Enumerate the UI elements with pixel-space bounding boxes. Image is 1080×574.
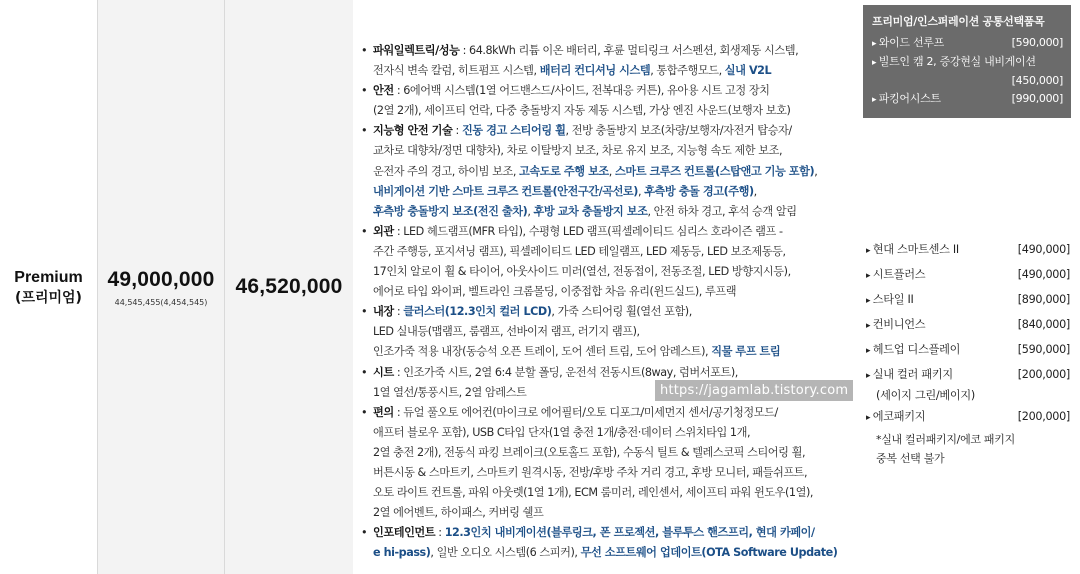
option-label: ▸ 시트플러스 bbox=[866, 263, 925, 288]
base-price: 49,000,000 bbox=[107, 267, 215, 291]
spec-category: 인포테인먼트 bbox=[373, 526, 436, 540]
watermark-url: https://jagamlab.tistory.com bbox=[655, 380, 853, 401]
spec-line bbox=[361, 463, 855, 483]
spec-text: , bbox=[637, 184, 645, 198]
trim-cell bbox=[0, 0, 97, 574]
sale-price-cell bbox=[224, 0, 353, 574]
spec-line bbox=[361, 443, 855, 463]
spec-highlight-text: 클러스터(12.3인치 컬러 LCD) bbox=[403, 305, 552, 319]
spec-separator: : bbox=[393, 305, 404, 319]
base-price-breakdown: 44,545,455(4,454,545) bbox=[114, 297, 208, 307]
option-item bbox=[866, 363, 1070, 405]
option-price: [490,000] bbox=[1017, 243, 1070, 256]
spec-highlight-text: 스마트 크루즈 컨트롤(스탑앤고 기능 포함) bbox=[615, 164, 815, 178]
spec-category: 지능형 안전 기술 bbox=[373, 124, 453, 138]
spec-text: 오토 라이트 컨트롤, 파워 아웃렛(1열 1개), ECM 룸미러, 레인센서, 세이프티 파워 윈도우(1열), bbox=[373, 486, 813, 500]
spec-highlight-text: 후방 교차 충돌방지 보조 bbox=[533, 204, 648, 218]
option-label: ▸ 컨비니언스 bbox=[866, 313, 925, 338]
spec-line bbox=[361, 61, 855, 81]
common-option-label: ▸ 와이드 선루프 bbox=[872, 34, 944, 53]
option-price: [200,000] bbox=[1017, 368, 1070, 381]
spec-highlight-text: 직물 루프 트림 bbox=[711, 345, 781, 359]
spec-line bbox=[361, 262, 855, 282]
option-price: [890,000] bbox=[1017, 293, 1070, 306]
option-price: [840,000] bbox=[1017, 318, 1070, 331]
spec-separator: : bbox=[393, 365, 404, 379]
spec-text: , bbox=[814, 164, 818, 178]
spec-text: 운전자 주의 경고, 하이빔 보조, bbox=[373, 164, 520, 178]
spec-line bbox=[361, 342, 855, 362]
option-label: ▸ 에코패키지 bbox=[866, 405, 925, 430]
spec-text: , 안전 하차 경고, 후석 승객 알림 bbox=[647, 204, 797, 218]
spec-line bbox=[361, 523, 855, 543]
option-note: 중복 선택 불가 bbox=[876, 452, 945, 465]
spec-text: 1열 열선/통풍시트, 2열 암레스트 bbox=[373, 385, 527, 399]
spec-text: 인조가죽 적용 내장(동승석 오픈 트레이, 도어 센터 트림, 도어 암레스트), bbox=[373, 345, 712, 359]
option-item bbox=[866, 405, 1070, 430]
spec-text: , bbox=[753, 184, 757, 198]
common-option-price: [990,000] bbox=[1011, 92, 1063, 105]
common-options-title: 프리미엄/인스퍼레이션 공통선택품목 bbox=[872, 15, 1045, 28]
spec-text: , 일반 오디오 시스템(6 스피커), bbox=[430, 546, 581, 560]
trim-subname: (프리미엄) bbox=[15, 289, 82, 306]
option-item bbox=[866, 313, 1070, 338]
spec-cell bbox=[353, 0, 858, 574]
spec-line bbox=[361, 141, 855, 161]
option-item bbox=[866, 238, 1070, 263]
spec-line bbox=[361, 41, 855, 61]
option-item bbox=[866, 288, 1070, 313]
spec-line bbox=[361, 182, 855, 202]
spec-text: 2열 충전 2개), 전동식 파킹 브레이크(오토홀드 포함), 수동식 틸트 & 텔레스코픽 스티어링 휠, bbox=[373, 445, 806, 459]
spec-text: , 전방 충돌방지 보조(차량/보행자/자전거 탑승자/ bbox=[565, 124, 792, 138]
sale-price: 46,520,000 bbox=[235, 275, 343, 298]
spec-line bbox=[361, 423, 855, 443]
common-option-price: [590,000] bbox=[1011, 36, 1063, 49]
option-item bbox=[866, 263, 1070, 288]
spec-category: 편의 bbox=[373, 405, 394, 419]
spec-text: 전자식 변속 칼럼, 히트펌프 시스템, bbox=[373, 64, 540, 78]
spec-line bbox=[361, 222, 855, 242]
spec-highlight-text: 후측방 충돌방지 보조(전진 출차) bbox=[373, 204, 528, 218]
spec-text: 에어로 타입 와이퍼, 벨트라인 크롬몰딩, 이중접합 차음 유리(윈드실드), 루프랙 bbox=[373, 285, 737, 299]
option-item bbox=[866, 338, 1070, 363]
spec-highlight-text: e hi-pass) bbox=[373, 546, 431, 560]
option-price: [590,000] bbox=[1017, 343, 1070, 356]
spec-text: 64.8kWh 리튬 이온 배터리, 후륜 멀티링크 서스펜션, 회생제동 시스템, bbox=[469, 44, 799, 57]
option-note: *실내 컬러패키지/에코 패키지 bbox=[876, 433, 1015, 446]
spec-line bbox=[361, 81, 855, 101]
option-label: ▸ 스타일 II bbox=[866, 288, 914, 313]
spec-highlight-text: 후측방 충돌 경고(주행) bbox=[644, 184, 754, 198]
spec-line bbox=[361, 101, 855, 121]
trim-name: Premium bbox=[14, 268, 83, 286]
common-option-item bbox=[872, 53, 1063, 72]
spec-category: 안전 bbox=[373, 84, 394, 98]
spec-text: LED 헤드램프(MFR 타입), 수평형 LED 램프(픽셀레이티드 심리스 호라이즌 램프 - bbox=[403, 224, 783, 238]
common-option-item-price-row bbox=[872, 72, 1063, 90]
spec-text: 6에어백 시스템(1열 어드밴스드/사이드, 전복대응 커튼), 유아용 시트 고정 장치 bbox=[403, 84, 770, 98]
spec-separator: : bbox=[393, 405, 404, 419]
common-option-label: ▸ 파킹어시스트 bbox=[872, 90, 941, 109]
price-cell bbox=[97, 0, 224, 574]
spec-list bbox=[361, 41, 855, 563]
spec-text: LED 실내등(맵램프, 룸램프, 선바이저 램프, 러기지 램프), bbox=[373, 325, 640, 339]
common-options-box bbox=[863, 5, 1071, 118]
spec-line bbox=[361, 322, 855, 342]
spec-category: 내장 bbox=[373, 305, 394, 319]
option-label: ▸ 현대 스마트센스 II bbox=[866, 238, 959, 263]
spec-highlight-text: 실내 V2L bbox=[724, 64, 772, 78]
spec-text: 듀얼 풀오토 에어컨(마이크로 에어필터/오토 디포그/미세먼지 센서/공기청정모드/ bbox=[403, 405, 778, 419]
spec-text: 인조가죽 시트, 2열 6:4 분할 폴딩, 운전석 전동시트(8way, 럼버서포트), bbox=[403, 365, 738, 379]
spec-text: 버튼시동 & 스마트키, 스마트키 원격시동, 전방/후방 주차 거리 경고, 후방 모니터, 패들쉬프트, bbox=[373, 465, 808, 479]
option-list bbox=[866, 238, 1070, 468]
spec-text: 2열 에어벤트, 하이패스, 커버링 쉘프 bbox=[373, 506, 544, 520]
spec-line bbox=[361, 503, 855, 523]
spec-text: (2열 2개), 세이프티 언락, 다중 충돌방지 자동 제동 시스템, 가상 엔진 사운드(보행자 보호) bbox=[373, 104, 791, 118]
spec-highlight-text: 무선 소프트웨어 업데이트(OTA Software Update) bbox=[580, 546, 838, 560]
spec-highlight-text: 12.3인치 내비게이션(블루링크, 폰 프로젝션, 블루투스 핸즈프리, 현대 카페이/ bbox=[444, 526, 815, 540]
spec-separator: : bbox=[393, 84, 404, 98]
spec-line bbox=[361, 483, 855, 503]
common-option-label: ▸ 빌트인 캠 2, 증강현실 내비게이션 bbox=[872, 53, 1036, 72]
spec-separator: : bbox=[435, 526, 445, 540]
spec-line bbox=[361, 543, 855, 563]
option-label: ▸ 실내 컬러 패키지 bbox=[866, 368, 953, 381]
spec-line bbox=[361, 242, 855, 262]
spec-text: , bbox=[608, 164, 615, 178]
spec-line bbox=[361, 282, 855, 302]
spec-text: 주간 주행등, 포지셔닝 램프), 픽셀레이티드 LED 테일램프, LED 제동등, LED 보조제동등, bbox=[373, 244, 786, 258]
spec-separator: : bbox=[459, 44, 470, 57]
spec-text: 애프터 블로우 포함), USB C타입 단자(1열 충전 1개/충전·데이터 스위치타입 1개, bbox=[373, 425, 751, 439]
spec-separator: : bbox=[452, 124, 462, 138]
spec-line bbox=[361, 403, 855, 423]
spec-category: 외관 bbox=[373, 224, 394, 238]
spec-line bbox=[361, 302, 855, 322]
spec-line bbox=[361, 202, 855, 222]
option-price: [200,000] bbox=[1017, 410, 1070, 423]
spec-text: , bbox=[527, 204, 534, 218]
spec-text: , 통합주행모드, bbox=[650, 64, 725, 78]
spec-text: , 가죽 스티어링 휠(열선 포함), bbox=[551, 305, 692, 319]
common-option-price: [450,000] bbox=[1011, 74, 1063, 87]
spec-highlight-text: 내비게이션 기반 스마트 크루즈 컨트롤(안전구간/곡선로) bbox=[373, 184, 638, 198]
option-label: ▸ 헤드업 디스플레이 bbox=[866, 338, 960, 363]
common-option-item bbox=[872, 90, 1063, 109]
spec-category: 시트 bbox=[373, 365, 394, 379]
spec-separator: : bbox=[393, 224, 404, 238]
spec-text: 17인치 알로이 휠 & 타이어, 아웃사이드 미러(열선, 전동접이, 전동조절, LED 방향지시등), bbox=[373, 265, 791, 279]
spec-highlight-text: 진동 경고 스티어링 휠 bbox=[461, 124, 566, 138]
spec-highlight-text: 배터리 컨디셔닝 시스템 bbox=[539, 64, 651, 78]
option-label-detail: (세이지 그린/베이지) bbox=[876, 389, 975, 402]
option-price: [490,000] bbox=[1017, 268, 1070, 281]
common-option-item bbox=[872, 34, 1063, 53]
spec-text: 교차로 대향차/정면 대향차), 차로 이탈방지 보조, 차로 유지 보조, 지능형 속도 제한 보조, bbox=[373, 144, 783, 158]
spec-category: 파워일렉트릭/성능 bbox=[373, 44, 460, 57]
spec-highlight-text: 고속도로 주행 보조 bbox=[519, 164, 609, 178]
options-cell bbox=[858, 0, 1080, 574]
spec-line bbox=[361, 162, 855, 182]
spec-line bbox=[361, 121, 855, 141]
